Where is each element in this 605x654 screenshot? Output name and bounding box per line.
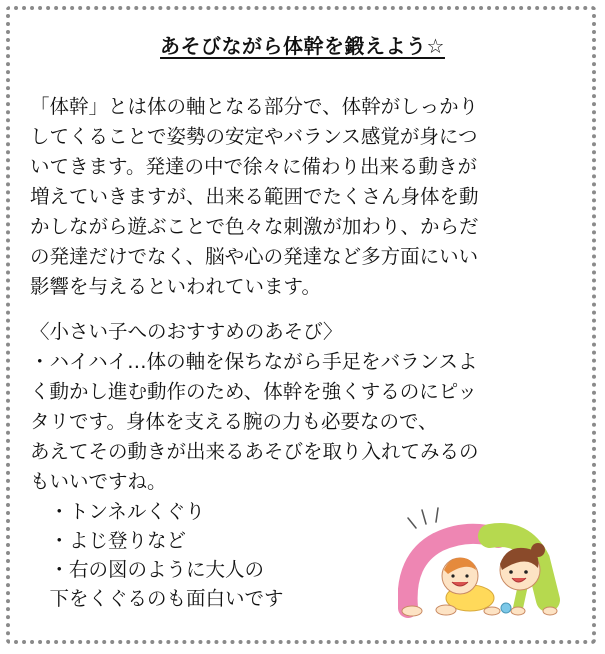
list-item: ・よじ登りなど [30, 529, 187, 552]
intro-line: 影響を与えるといわれています。 [30, 275, 321, 298]
intro-line: かしながら遊ぶことで色々な刺激が加わり、からだ [30, 215, 479, 238]
body-line: ・ハイハイ…体の軸を保ちながら手足をバランスよ [30, 350, 478, 373]
intro-line: の発達だけでなく、脳や心の発達など多方面にいい [30, 245, 479, 268]
recommendation-section [30, 317, 590, 497]
intro-line: してくることで姿勢の安定やバランス感覚が身につ [30, 125, 478, 148]
list-item: ・トンネルくぐり [30, 500, 205, 523]
body-line: タリです。身体を支える腕の力も必要なので、 [30, 410, 438, 433]
list-item: ・右の図のように大人の [30, 558, 265, 581]
section-heading: 〈小さい子へのおすすめのあそび〉 [30, 320, 343, 343]
body-line: もいいですね。 [30, 470, 167, 493]
list-item: 下をくぐるのも面白いです [30, 587, 284, 610]
intro-line: いてきます。発達の中で徐々に備わり出来る動きが [30, 155, 477, 178]
intro-paragraph [30, 92, 590, 302]
intro-line: 「体幹」とは体の軸となる部分で、体幹がしっかり [30, 95, 479, 118]
body-line: あえてその動きが出来るあそびを取り入れてみるの [30, 440, 479, 463]
page-title: あそびながら体幹を鍛えよう☆ [160, 34, 445, 58]
motion-lines-icon [408, 508, 438, 528]
intro-line: 増えていきますが、出来る範囲でたくさん身体を動 [30, 185, 479, 208]
parent-child-tunnel-play-illustration [398, 490, 568, 620]
body-line: く動かし進む動作のため、体幹を強くするのにピッ [30, 380, 477, 403]
